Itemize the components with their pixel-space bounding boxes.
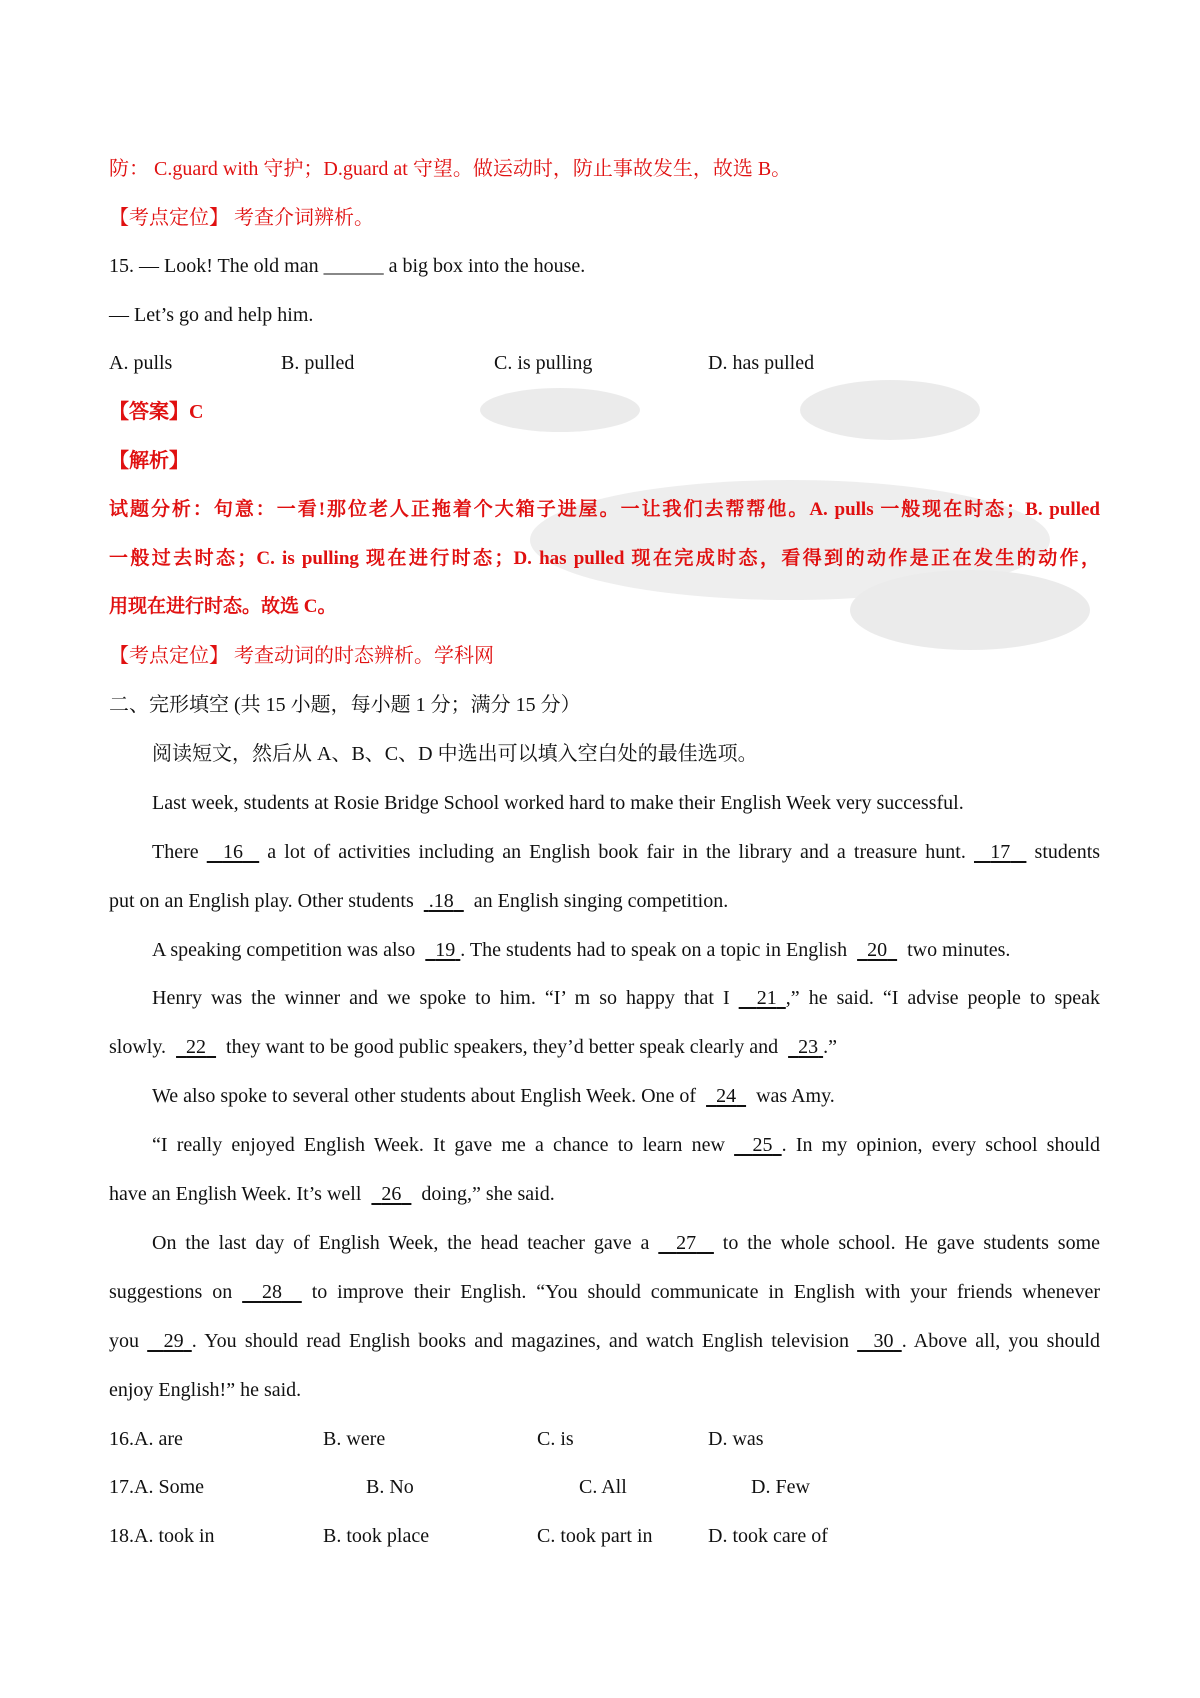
blank-23: 23 (798, 1036, 819, 1058)
choice-18-a: 18.A. took in (109, 1525, 215, 1547)
watermark-graphic (470, 380, 1110, 670)
blank-25: 25 (752, 1134, 773, 1156)
section-instruction: 阅读短文，然后从 A、B、C、D 中选出可以填入空白处的最佳选项。 (152, 743, 758, 765)
choice-16-b: B. were (323, 1428, 386, 1450)
analysis-line-2: 一般过去时态；C. is pulling 现在进行时态；D. has pulled 现在完成时态，看得到的动作是正在发生的动作， (109, 548, 1100, 569)
passage-line-2: There 16 a lot of activities including an English book fair in the library and a treasure hunt. 17 students (152, 841, 1101, 863)
passage-line-1: Last week, students at Rosie Bridge School worked hard to make their English Week very successful. (152, 792, 964, 814)
blank-18: .18 (428, 890, 454, 912)
question-15-stem: 15. — Look! The old man ______ a big box into the house. (109, 255, 586, 277)
choice-16-a: 16.A. are (109, 1428, 183, 1450)
blank-27: 27 (676, 1232, 697, 1254)
passage-line-12: you 29 . You should read English books and magazines, and watch English television 30 . Above all, you should (109, 1330, 1100, 1352)
passage-line-3: put on an English play. Other students .18 an English singing competition. (109, 890, 729, 912)
blank-20: 20 (867, 939, 888, 961)
passage-line-11: suggestions on 28 to improve their English. “You should communicate in English with your friends whenever (109, 1281, 1101, 1303)
blank-19: 19 (435, 939, 456, 961)
analysis-line-3: 用现在进行时态。故选 C。 (109, 596, 337, 617)
blank-16: 16 (222, 841, 243, 863)
choice-17-b: B. No (366, 1476, 414, 1498)
analysis-line-1: 试题分析：句意：一看!那位老人正拖着个大箱子进屋。一让我们去帮帮他。A. pulls 一般现在时态；B. pulled (109, 499, 1100, 520)
choice-16-d: D. was (708, 1428, 764, 1450)
passage-line-7: We also spoke to several other students about English Week. One of 24 was Amy. (152, 1085, 835, 1107)
prev-answer-line: 防： C.guard with 守护；D.guard at 守望。做运动时，防止事故发生，故选 B。 (109, 158, 792, 180)
passage-line-9: have an English Week. It’s well 26 doing,” she said. (109, 1183, 555, 1205)
choice-17-a: 17.A. Some (109, 1476, 204, 1498)
option-c: C. is pulling (494, 352, 593, 374)
blank-24: 24 (716, 1085, 737, 1107)
blank-26: 26 (381, 1183, 402, 1205)
point-line: 【考点定位】 考查动词的时态辨析。学科网 (109, 645, 494, 667)
option-d: D. has pulled (708, 352, 815, 374)
choice-17-d: D. Few (751, 1476, 810, 1498)
analysis-label: 【解析】 (109, 450, 189, 472)
passage-line-6: slowly. 22 they want to be good public speakers, they’d better speak clearly and 23 .” (109, 1036, 837, 1058)
passage-line-5: Henry was the winner and we spoke to him. “I’ m so happy that I 21 ,” he said. “I advise people to speak (152, 987, 1101, 1009)
choice-16-c: C. is (537, 1428, 574, 1450)
choice-18-c: C. took part in (537, 1525, 653, 1547)
blank-29: 29 (163, 1330, 184, 1352)
passage-line-13: enjoy English!” he said. (109, 1379, 302, 1401)
passage-line-10: On the last day of English Week, the head teacher gave a 27 to the whole school. He gave students some (152, 1232, 1101, 1254)
blank-17: 17 (990, 841, 1011, 863)
option-b: B. pulled (281, 352, 355, 374)
passage-line-8: “I really enjoyed English Week. It gave me a chance to learn new 25 . In my opinion, every school should (152, 1134, 1101, 1156)
section-heading: 二、完形填空 (共 15 小题，每小题 1 分；满分 15 分） (109, 694, 581, 716)
option-a: A. pulls (109, 352, 173, 374)
blank-21: 21 (756, 987, 777, 1009)
choice-18-b: B. took place (323, 1525, 430, 1547)
choice-18-d: D. took care of (708, 1525, 828, 1547)
choice-17-c: C. All (579, 1476, 627, 1498)
blank-22: 22 (186, 1036, 207, 1058)
prev-point-line: 【考点定位】 考查介词辨析。 (109, 207, 374, 229)
passage-line-4: A speaking competition was also 19 . The students had to speak on a topic in English 20 two minutes. (152, 939, 1011, 961)
blank-30: 30 (873, 1330, 894, 1352)
blank-28: 28 (261, 1281, 282, 1303)
answer-label: 【答案】C (109, 401, 204, 423)
question-15-reply: — Let’s go and help him. (109, 304, 314, 326)
